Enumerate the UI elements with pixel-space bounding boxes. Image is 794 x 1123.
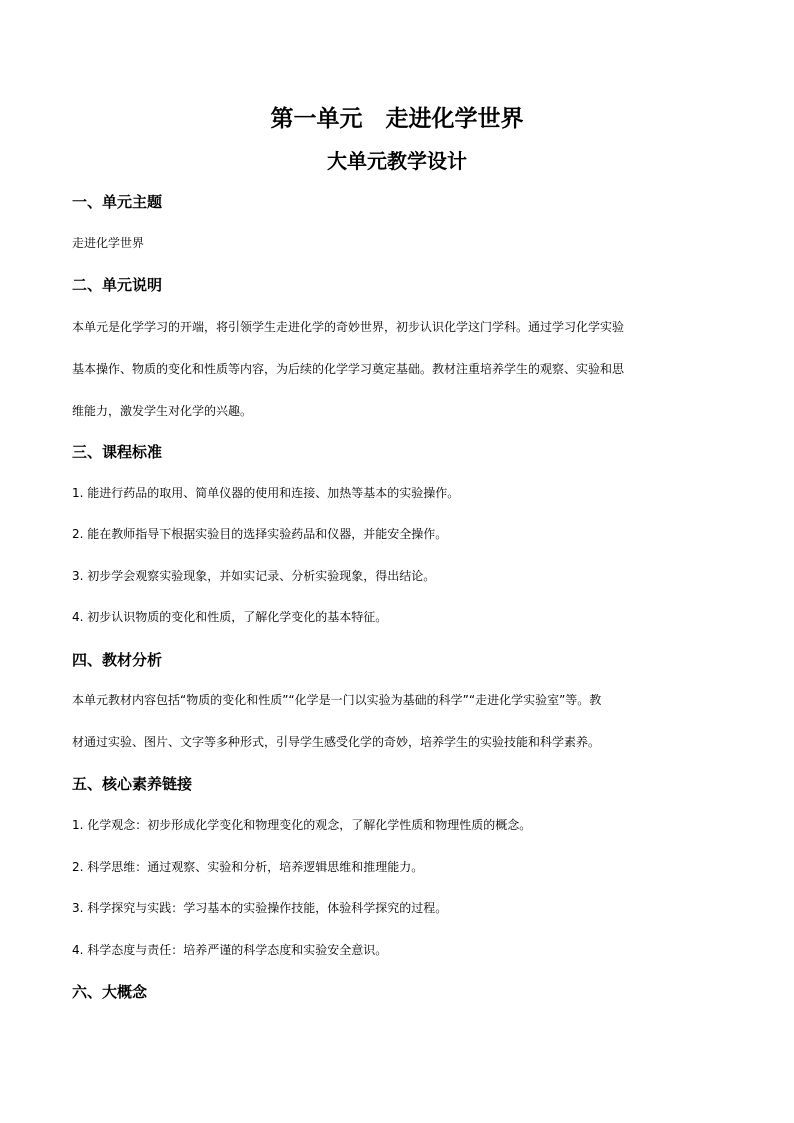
document-title: 第一单元 走进化学世界 <box>270 106 524 132</box>
paragraph-line: 本单元是化学学习的开端，将引领学生走进化学的奇妙世界，初步认识化学这门学科。通过学习化学实验 <box>72 320 625 334</box>
list-item: 1. 能进行药品的取用、简单仪器的使用和连接、加热等基本的实验操作。 <box>72 486 460 500</box>
paragraph-line: 本单元教材内容包括“物质的变化和性质”“化学是一门以实验为基础的科学”“走进化学实验室”等。教 <box>72 693 602 707</box>
list-item: 2. 科学思维：通过观察、实验和分析，培养逻辑思维和推理能力。 <box>72 860 424 874</box>
section-text-unit-theme: 走进化学世界 <box>72 236 145 250</box>
paragraph-line: 材通过实验、图片、文字等多种形式，引导学生感受化学的奇妙，培养学生的实验技能和科学素养。 <box>72 735 601 749</box>
paragraph-line: 基本操作、物质的变化和性质等内容，为后续的化学学习奠定基础。教材注重培养学生的观察、实验和思 <box>72 362 625 376</box>
section-heading-core-literacy: 五、核心素养链接 <box>72 775 193 793</box>
list-item: 2. 能在教师指导下根据实验目的选择实验药品和仪器，并能安全操作。 <box>72 527 448 541</box>
section-heading-curriculum-standards: 三、课程标准 <box>72 443 163 461</box>
list-item: 4. 初步认识物质的变化和性质，了解化学变化的基本特征。 <box>72 610 388 624</box>
list-item: 1. 化学观念：初步形成化学变化和物理变化的观念，了解化学性质和物理性质的概念。 <box>72 818 532 832</box>
section-paragraph-textbook-analysis <box>72 692 722 776</box>
section-heading-textbook-analysis: 四、教材分析 <box>72 651 163 669</box>
list-item: 3. 科学探究与实践：学习基本的实验操作技能，体验科学探究的过程。 <box>72 901 448 915</box>
section-heading-unit-description: 二、单元说明 <box>72 276 163 294</box>
section-paragraph-unit-description <box>72 319 722 445</box>
section-heading-unit-theme: 一、单元主题 <box>72 193 163 211</box>
paragraph-line: 维能力，激发学生对化学的兴趣。 <box>72 404 253 418</box>
section-heading-big-concept: 六、大概念 <box>72 983 148 1001</box>
list-item: 4. 科学态度与责任：培养严谨的科学态度和实验安全意识。 <box>72 943 388 957</box>
list-item: 3. 初步学会观察实验现象，并如实记录、分析实验现象，得出结论。 <box>72 569 436 583</box>
document-subtitle: 大单元教学设计 <box>327 149 467 173</box>
